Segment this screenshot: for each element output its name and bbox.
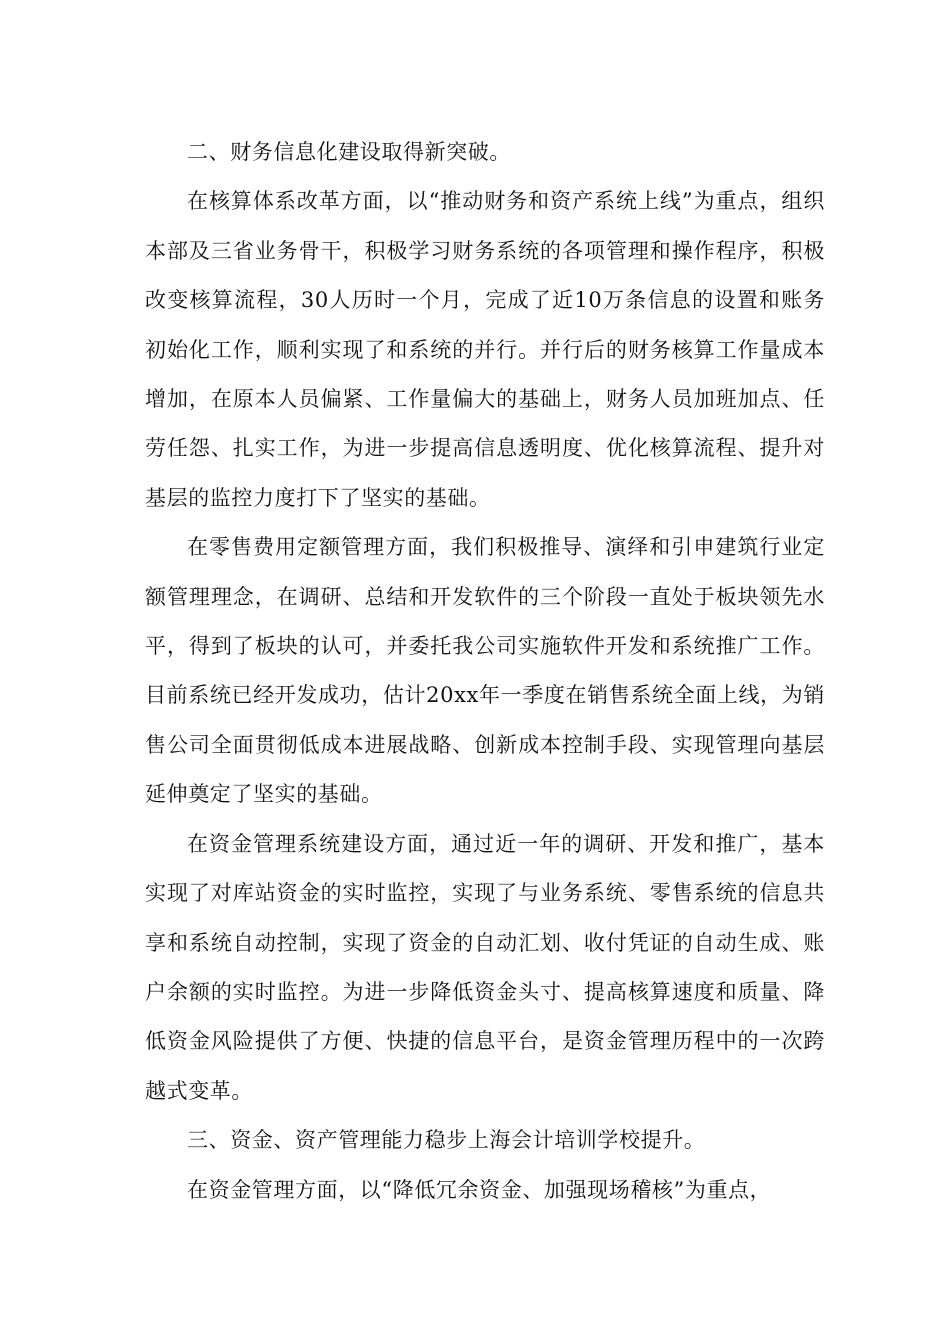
document-page	[145, 128, 825, 1215]
paragraph-fund-system: 在资金管理系统建设方面，通过近一年的调研、开发和推广，基本实现了对库站资金的实时监控，实现了与业务系统、零售系统的信息共享和系统自动控制，实现了资金的自动汇划、收付凭证的自动生成、账户余额的实时监控。为进一步降低资金头寸、提高核算速度和质量、降低资金风险提供了方便、快捷的信息平台，是资金管理历程中的一次跨越式变革。	[145, 831, 825, 1103]
paragraph-accounting-reform: 在核算体系改革方面，以“推动财务和资产系统上线”为重点，组织本部及三省业务骨干，积极学习财务系统的各项管理和操作程序，积极改变核算流程，30人历时一个月，完成了近10万条信息的设置和账务初始化工作，顺利实现了和系统的并行。并行后的财务核算工作量成本增加，在原本人员偏紧、工作量偏大的基础上，财务人员加班加点、任劳任怨、扎实工作，为进一步提高信息透明度、优化核算流程、提升对基层的监控力度打下了坚实的基础。	[145, 189, 825, 510]
section-heading-2: 二、财务信息化建设取得新突破。	[187, 140, 511, 164]
paragraph-retail-quota: 在零售费用定额管理方面，我们积极推导、演绎和引申建筑行业定额管理理念，在调研、总结和开发软件的三个阶段一直处于板块领先水平，得到了板块的认可，并委托我公司实施软件开发和系统推广工作。目前系统已经开发成功，估计20xx年一季度在销售系统全面上线，为销售公司全面贯彻低成本进展战略、创新成本控制手段、实现管理向基层延伸奠定了坚实的基础。	[145, 535, 825, 807]
section-heading-3: 三、资金、资产管理能力稳步上海会计培训学校提升。	[187, 1128, 706, 1153]
paragraph-fund-management: 在资金管理方面，以“降低冗余资金、加强现场稽核”为重点，	[187, 1177, 772, 1202]
